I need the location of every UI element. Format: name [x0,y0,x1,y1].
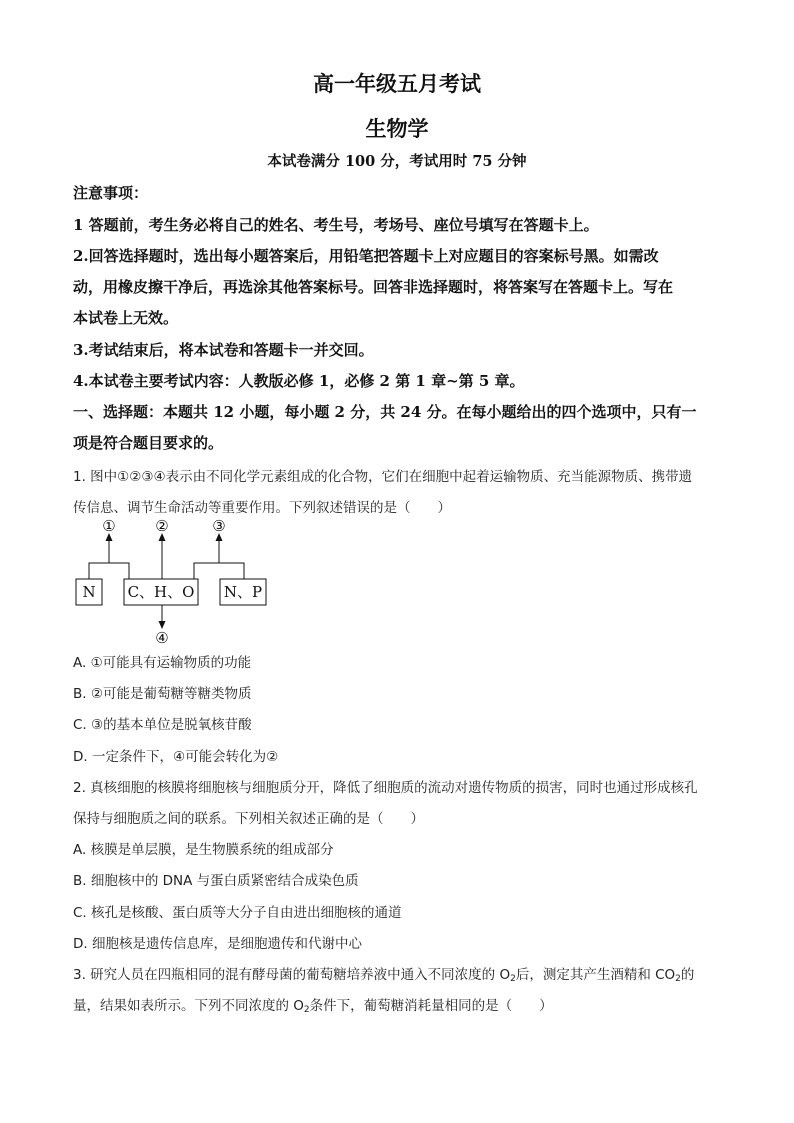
q2-option-c: C. 核孔是核酸、蛋白质等大分子自由进出细胞核的通道 [73,905,402,921]
arrowhead-4 [159,621,166,629]
exam-title: 高一年级五月考试 [313,71,481,96]
exam-info: 本试卷满分 100 分，考试用时 75 分钟 [267,153,527,170]
q1-option-d: D. 一定条件下，④可能会转化为② [73,749,279,765]
q1-option-c: C. ③的基本单位是脱氧核苷酸 [73,717,252,733]
section-heading-line-1: 一、选择题：本题共 12 小题，每小题 2 分，共 24 分。在每小题给出的四个选项中，只有一 [73,403,697,421]
o2-subscript-2: 2 [303,1005,310,1015]
box-n-p-label: N、P [223,583,263,601]
label-1: ① [102,519,116,535]
note-3: 3.考试结束后，将本试卷和答题卡一并交回。 [73,341,374,359]
q2-option-d: D. 细胞核是遗传信息库，是细胞遗传和代谢中心 [73,936,362,952]
q2-stem-line-2: 保持与细胞质之间的联系。下列相关叙述正确的是（ ） [73,811,424,827]
label-3: ③ [212,519,226,535]
q3-stem-1b: 后，测定其产生酒精和 CO [515,967,676,983]
q3-stem-line-1 [73,963,723,984]
note-2-line-1: 2.回答选择题时，选出每小题答案后，用铅笔把答题卡上对应题目的容案标号黑。如需改 [73,247,659,265]
q1-stem-line-1: 1. 图中①②③④表示由不同化学元素组成的化合物，它们在细胞中起着运输物质、充当能源物质、携带遗 [73,469,693,485]
label-4: ④ [155,629,169,645]
subject-title: 生物学 [365,116,429,141]
q2-stem-line-1: 2. 真核细胞的核膜将细胞核与细胞质分开，降低了细胞质的流动对遗传物质的损害，同时也通过形成核孔 [73,780,698,796]
note-1: 1 答题前，考生务必将自己的姓名、考生号，考场号、座位号填写在答题卡上。 [73,216,599,234]
note-2-line-2: 动，用橡皮擦干净后，再选涂其他答案标号。回答非选择题时，将答案写在答题卡上。写在 [73,278,674,296]
label-2: ② [155,519,169,535]
q1-option-a: A. ①可能具有运输物质的功能 [73,655,252,671]
section-heading-line-2: 项是符合题目要求的。 [73,434,224,452]
note-4: 4.本试卷主要考试内容：人教版必修 1，必修 2 第 1 章~第 5 章。 [73,372,525,390]
q3-stem-line-2 [73,994,723,1015]
q3-stem-2b: 条件下，葡萄糖消耗量相同的是（ ） [309,998,553,1014]
box-n-label: N [82,583,96,601]
connector-1 [89,563,129,579]
q3-stem-1c: 的 [680,967,695,983]
q1-stem-line-2: 传信息、调节生命活动等重要作用。下列叙述错误的是（ ） [73,500,451,516]
q2-option-a: A. 核膜是单层膜，是生物膜系统的组成部分 [73,842,334,858]
o2-subscript: 2 [510,974,516,984]
q3-stem-2a: 量，结果如表所示。下列不同浓度的 O [73,998,304,1014]
notes-heading: 注意事项： [73,184,149,202]
q2-option-b: B. 细胞核中的 DNA 与蛋白质紧密结合成染色质 [73,873,359,889]
box-c-h-o-label: C、H、O [127,583,195,601]
connector-3 [194,563,244,579]
q1-option-b: B. ②可能是葡萄糖等糖类物质 [73,686,252,702]
co2-subscript: 2 [675,974,681,984]
q3-stem-1a: 3. 研究人员在四瓶相同的混有酵母菌的葡萄糖培养液中通入不同浓度的 O [73,967,511,983]
note-2-line-3: 本试卷上无效。 [73,309,179,327]
element-compound-diagram [72,519,272,645]
